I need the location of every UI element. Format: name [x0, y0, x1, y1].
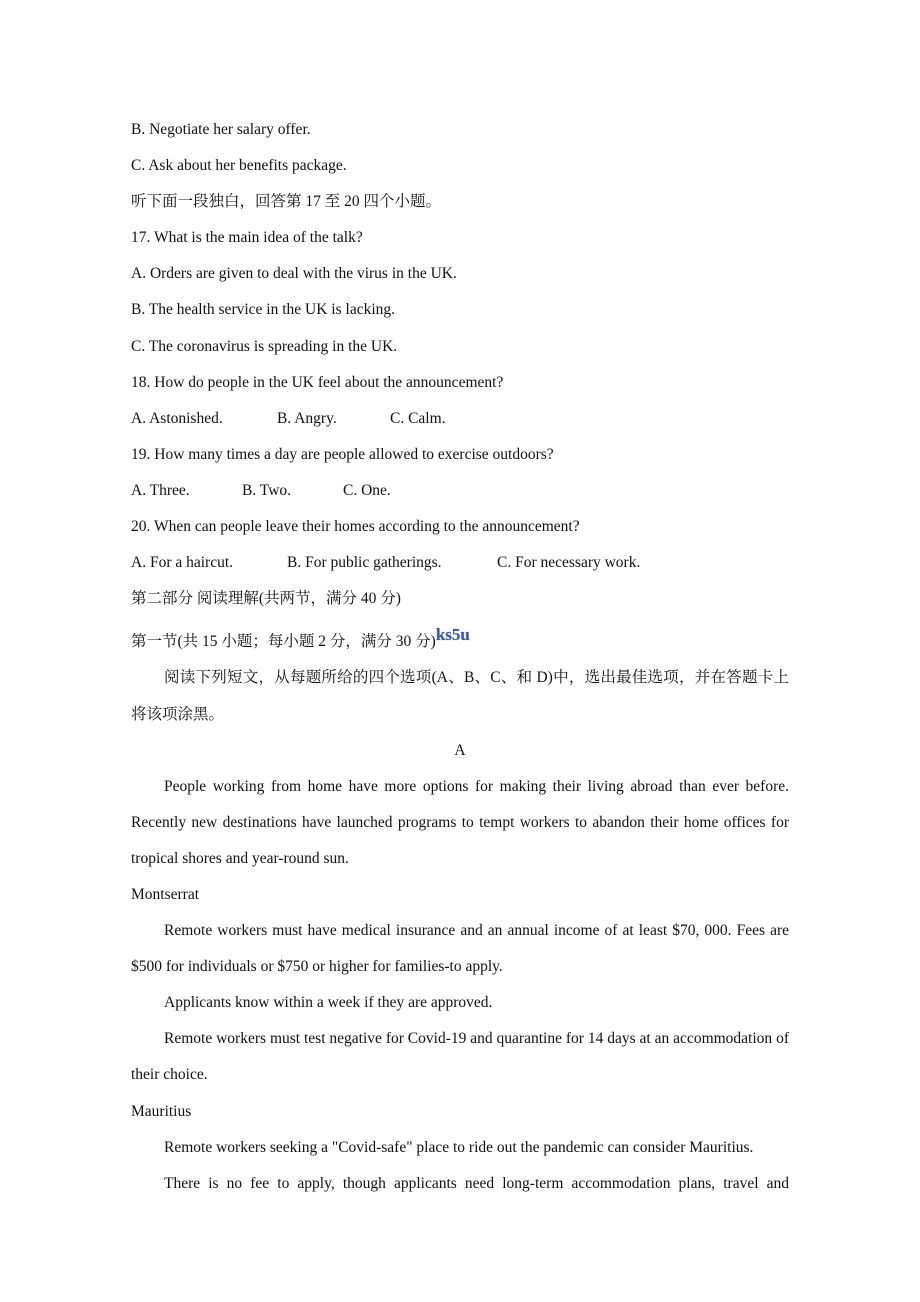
q19-option-c: C. One. — [343, 481, 391, 499]
passage-intro: People working from home have more options for making their living abroad than ever before. Recently new destinations have launched programs to tempt workers to abandon their home offices for tropical shores and year-round sun. — [131, 777, 789, 867]
q20-option-c: C. For necessary work. — [497, 554, 641, 572]
mauritius-paragraph-1: Remote workers seeking a "Covid-safe" place to ride out the pandemic can consider Mauritius. — [164, 1138, 754, 1156]
document-page — [131, 112, 789, 1202]
question-20: 20. When can people leave their homes according to the announcement? — [131, 518, 580, 536]
q18-option-b: B. Angry. — [277, 409, 337, 427]
section1-heading — [131, 617, 789, 660]
montserrat-paragraph-3: Remote workers must test negative for Covid-19 and quarantine for 14 days at an accommodation of their choice. — [131, 1030, 789, 1084]
option-b-q16: B. Negotiate her salary offer. — [131, 121, 311, 138]
q18-options — [131, 401, 789, 437]
q18-option-c: C. Calm. — [390, 409, 446, 427]
part2-heading: 第二部分 阅读理解(共两节，满分 40 分) — [131, 590, 401, 608]
mauritius-paragraph-2: There is no fee to apply, though applicants need long-term accommodation plans, travel and — [164, 1174, 789, 1192]
q18-option-a: A. Astonished. — [131, 409, 223, 427]
passage-label: A — [454, 741, 466, 759]
option-c-q16: C. Ask about her benefits package. — [131, 157, 347, 175]
montserrat-paragraph-1: Remote workers must have medical insurance and an annual income of at least $70, 000. Fees are $500 for individuals or $750 or higher for families-to apply. — [131, 922, 789, 976]
montserrat-heading: Montserrat — [131, 885, 200, 903]
q19-option-b: B. Two. — [242, 481, 292, 499]
q20-option-a: A. For a haircut. — [131, 554, 234, 572]
q17-option-b: B. The health service in the UK is lacking. — [131, 301, 396, 319]
q19-options — [131, 473, 789, 509]
question-19: 19. How many times a day are people allowed to exercise outdoors? — [131, 445, 554, 463]
mauritius-heading: Mauritius — [131, 1102, 192, 1120]
ks5u-logo: ks5u — [435, 625, 470, 645]
monologue-instruction: 听下面一段独白，回答第 17 至 20 四个小题。 — [131, 193, 442, 211]
montserrat-paragraph-2: Applicants know within a week if they are approved. — [164, 994, 493, 1012]
q17-option-c: C. The coronavirus is spreading in the UK. — [131, 337, 398, 355]
q20-options — [131, 545, 789, 581]
section1-heading-text: 第一节(共 15 小题；每小题 2 分，满分 30 分) — [131, 633, 436, 651]
q17-option-a: A. Orders are given to deal with the virus in the UK. — [131, 265, 457, 283]
question-18: 18. How do people in the UK feel about the announcement? — [131, 373, 504, 391]
q20-option-b: B. For public gatherings. — [287, 554, 442, 572]
q19-option-a: A. Three. — [131, 481, 190, 499]
instructions: 阅读下列短文，从每题所给的四个选项(A、B、C、和 D)中，选出最佳选项，并在答题卡上将该项涂黑。 — [131, 669, 789, 723]
question-17: 17. What is the main idea of the talk? — [131, 229, 363, 247]
